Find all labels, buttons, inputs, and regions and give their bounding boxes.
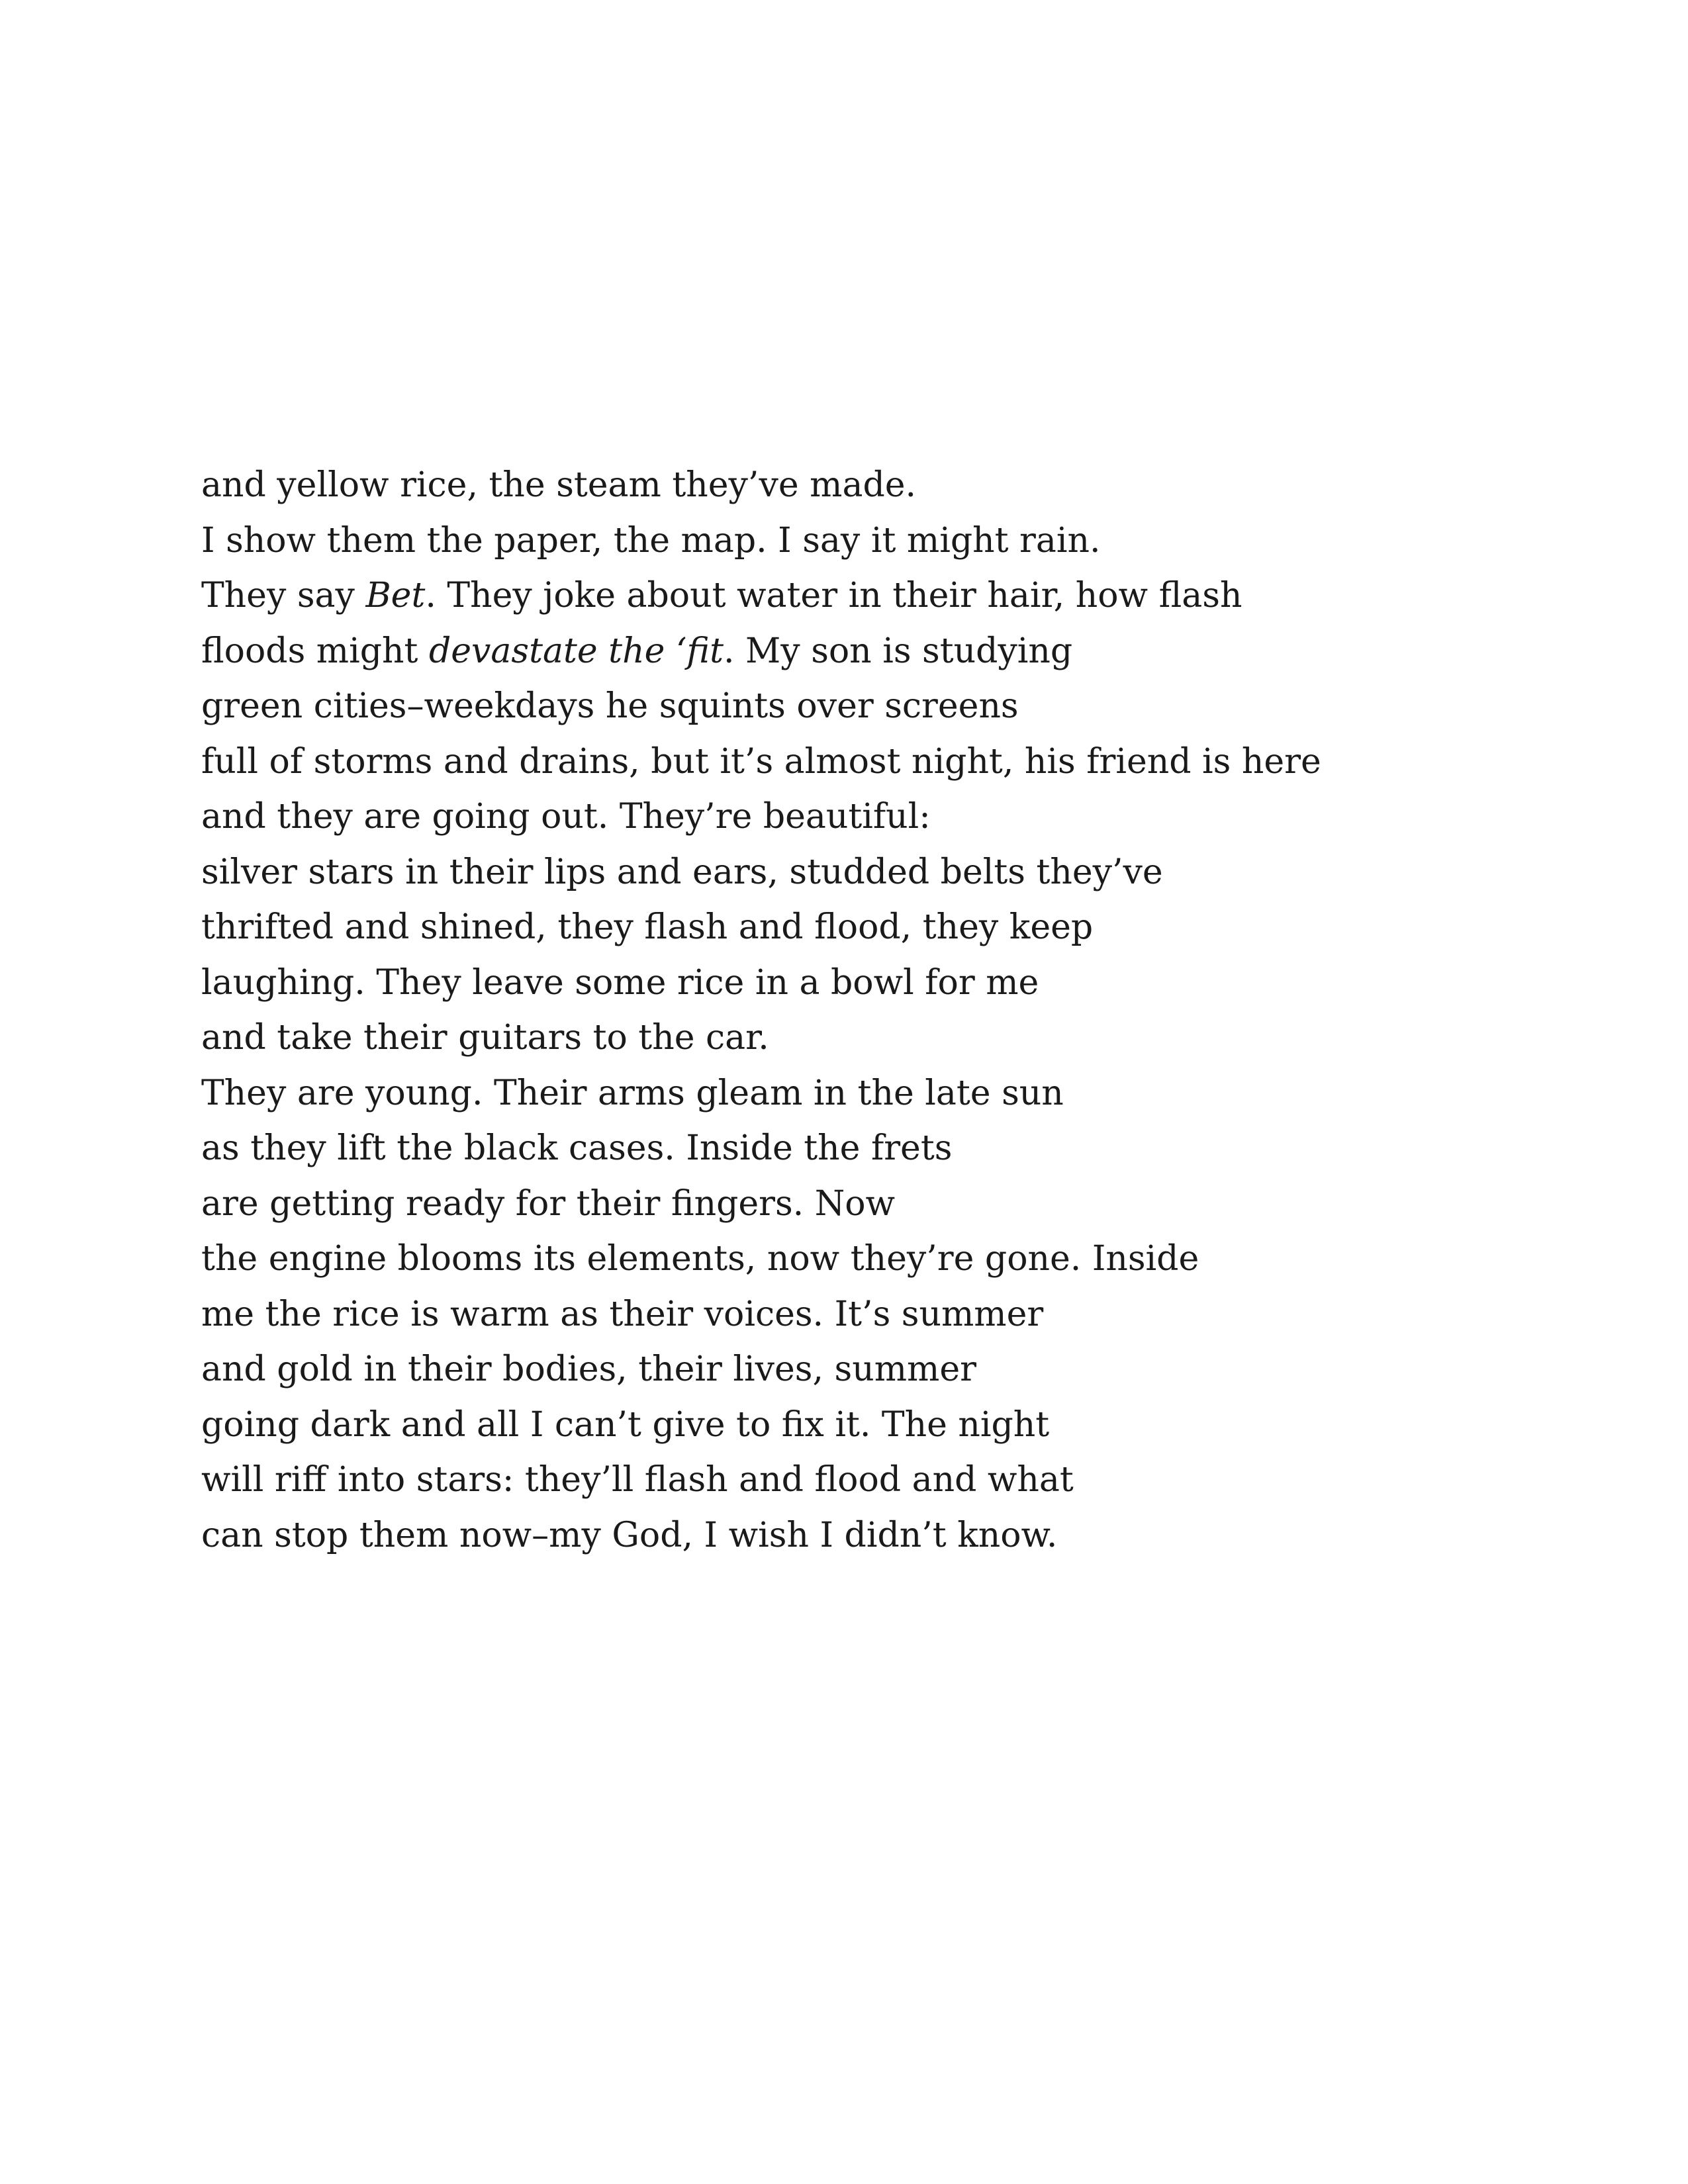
poem-line-9: thrifted and shined, they flash and flood, they keep — [201, 907, 1094, 947]
poem-line-4-pre: floods might — [201, 631, 429, 671]
poem-line-19: will riff into stars: they’ll flash and flood and what — [201, 1460, 1074, 1500]
poem-line-8: silver stars in their lips and ears, studded belts they’ve — [201, 852, 1163, 892]
poem-line-10: laughing. They leave some rice in a bowl for me — [201, 962, 1039, 1003]
poem-line-18: going dark and all I can’t give to fix it. The night — [201, 1404, 1050, 1445]
poem-body — [201, 458, 1525, 1563]
poem-line-20: can stop them now–my God, I wish I didn’t know. — [201, 1515, 1058, 1555]
poem-line-2: I show them the paper, the map. I say it might rain. — [201, 520, 1101, 561]
poem-line-11: and take their guitars to the car. — [201, 1018, 769, 1058]
poem-line-1: and yellow rice, the steam they’ve made. — [201, 465, 917, 505]
poem-line-3-pre: They say — [201, 576, 366, 615]
poem-line-4 — [201, 624, 1525, 680]
poem-line-12: They are young. Their arms gleam in the late sun — [201, 1073, 1064, 1113]
poem-line-5: green cities–weekdays he squints over screens — [201, 686, 1019, 726]
poem-line-15: the engine blooms its elements, now they’re gone. Inside — [201, 1239, 1199, 1279]
poem-line-7: and they are going out. They’re beautiful: — [201, 797, 931, 837]
poem-line-14: are getting ready for their fingers. Now — [201, 1183, 896, 1224]
poem-line-17: and gold in their bodies, their lives, summer — [201, 1349, 976, 1389]
poem-line-13: as they lift the black cases. Inside the frets — [201, 1128, 953, 1168]
poem-line-16: me the rice is warm as their voices. It’s summer — [201, 1294, 1044, 1334]
poem-line-6: full of storms and drains, but it’s almost night, his friend is here — [201, 741, 1321, 782]
poem-line-3 — [201, 569, 1525, 624]
poem-line-4-italic: devastate the ‘fit — [428, 631, 724, 671]
poem-line-3-post: . They joke about water in their hair, how flash — [425, 576, 1243, 615]
poem-line-3-italic: Bet — [365, 576, 426, 615]
poem-line-4-post: . My son is studying — [723, 631, 1073, 671]
